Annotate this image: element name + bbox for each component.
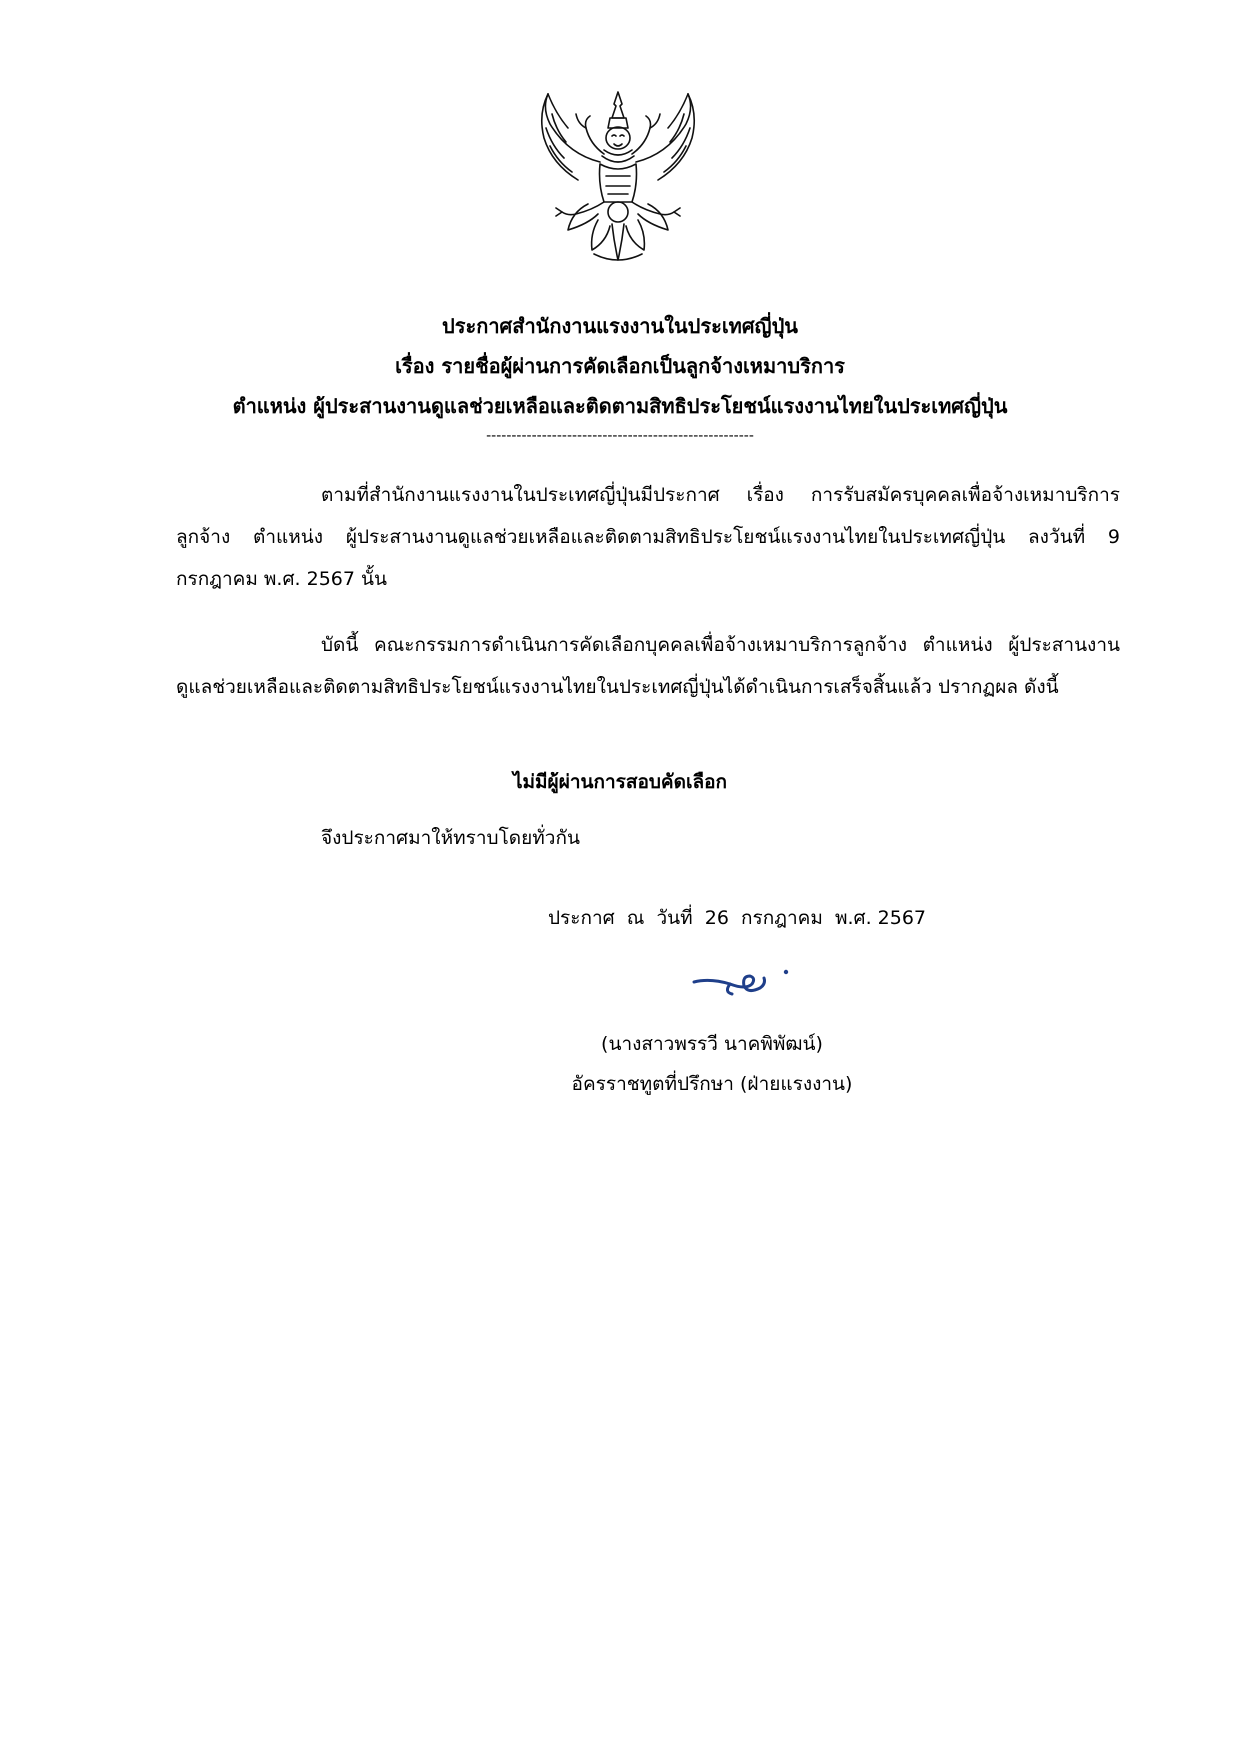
announcement-title: ประกาศสำนักงานแรงงานในประเทศญี่ปุ่น <box>442 314 798 338</box>
title-divider: ----------------------------------------------------- <box>486 428 754 444</box>
body-paragraph-2-text: บัดนี้ คณะกรรมการดำเนินการคัดเลือกบุคคลเพื่อจ้างเหมาบริการลูกจ้าง ตำแหน่ง ผู้ประสานงานดูแลช่วยเหลือและติดตามสิทธิประโยชน์แรงงานไทยในประเทศญี่ปุ่นได้ดำเนินการเสร็จสิ้นแล้ว ปรากฏผล ดังนี้ <box>176 634 1120 698</box>
signer-name: (นางสาวพรรวี นาคพิพัฒน์) <box>601 1033 823 1055</box>
announcement-date: ประกาศ ณ วันที่ 26 กรกฎาคม พ.ศ. 2567 <box>548 907 927 929</box>
signer-title: อัครราชทูตที่ปรึกษา (ฝ่ายแรงงาน) <box>571 1073 853 1095</box>
result-statement: ไม่มีผู้ผ่านการสอบคัดเลือก <box>512 771 728 793</box>
body-paragraph-1 <box>176 474 1120 600</box>
announcement-subject: เรื่อง รายชื่อผู้ผ่านการคัดเลือกเป็นลูกจ้างเหมาบริการ <box>395 354 845 378</box>
signature-icon <box>690 962 800 1002</box>
announcement-position: ตำแหน่ง ผู้ประสานงานดูแลช่วยเหลือและติดตามสิทธิประโยชน์แรงงานไทยในประเทศญี่ปุ่น <box>232 394 1008 418</box>
body-paragraph-2 <box>176 624 1120 708</box>
closing-statement: จึงประกาศมาให้ทราบโดยทั่วกัน <box>321 827 580 849</box>
garuda-emblem-icon <box>528 84 708 270</box>
body-paragraph-1-text: ตามที่สำนักงานแรงงานในประเทศญี่ปุ่นมีประกาศ เรื่อง การรับสมัครบุคคลเพื่อจ้างเหมาบริการลูกจ้าง ตำแหน่ง ผู้ประสานงานดูแลช่วยเหลือและติดตามสิทธิประโยชน์แรงงานไทยในประเทศญี่ปุ่น ลงวันที่ 9 กรกฎาคม พ.ศ. 2567 นั้น <box>176 484 1120 590</box>
